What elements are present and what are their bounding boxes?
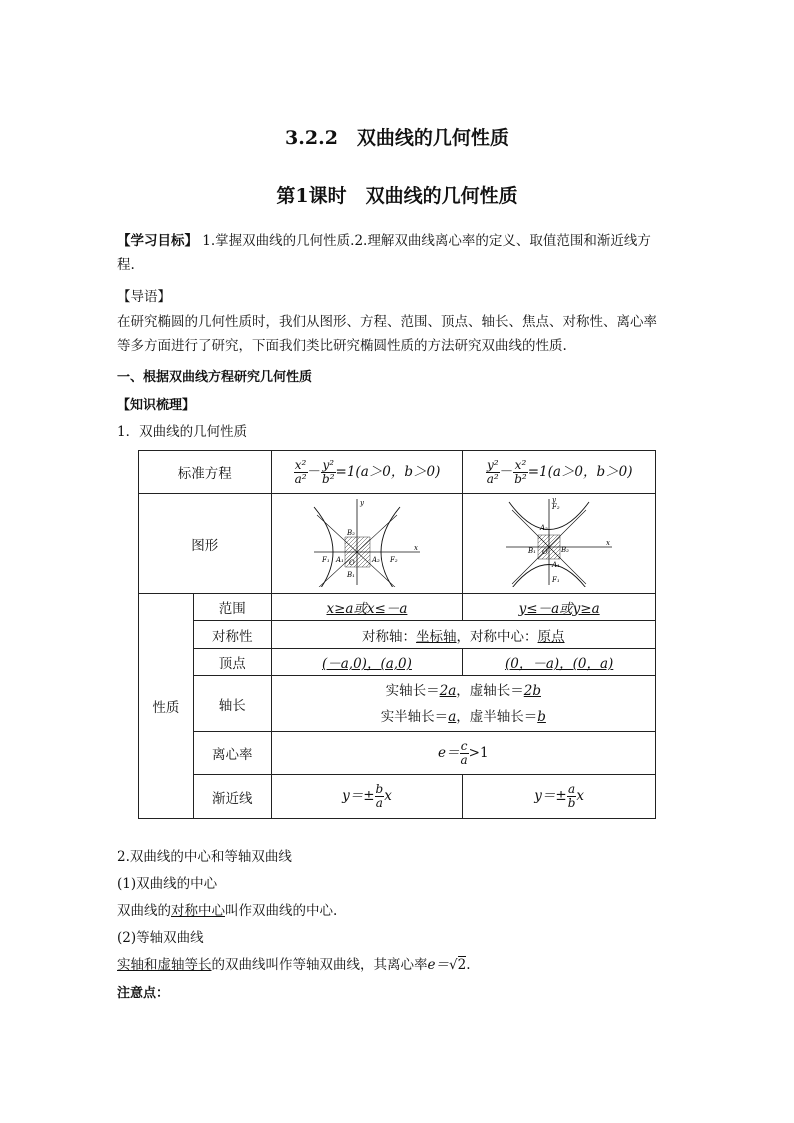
eccentricity-value: e＝ $\frac{c}{a}$ >1 bbox=[271, 732, 655, 775]
axis-length-label: 轴长 bbox=[193, 676, 271, 732]
svg-text:A₂: A₂ bbox=[540, 523, 549, 532]
intro-label: 【导语】 bbox=[117, 289, 171, 305]
intro-text: 在研究椭圆的几何性质时，我们从图形、方程、范围、顶点、轴长、焦点、对称性、离心率 等多方面进行了研究，下面我们类比研究椭圆性质的方法研究双曲线的性质. bbox=[117, 314, 657, 354]
svg-text:A₁: A₁ bbox=[552, 560, 561, 569]
vertex-label: 顶点 bbox=[193, 649, 271, 676]
svg-text:A₂: A₂ bbox=[371, 555, 380, 564]
vertex-right: (0，－a)，(0，a) bbox=[463, 649, 656, 676]
svg-text:O: O bbox=[348, 558, 355, 567]
item2-heading: 2.双曲线的中心和等轴双曲线 bbox=[117, 849, 292, 865]
svg-text:O: O bbox=[542, 547, 548, 556]
knowledge-label: 【知识梳理】 bbox=[117, 398, 196, 413]
range-label: 范围 bbox=[193, 594, 271, 621]
subheading-equilateral: (2)等轴双曲线 bbox=[117, 930, 204, 946]
note-label: 注意点： bbox=[117, 986, 170, 1001]
svg-text:A₁: A₁ bbox=[335, 555, 344, 564]
asymptote-label: 渐近线 bbox=[193, 775, 271, 819]
graph-horizontal bbox=[271, 494, 463, 594]
vertex-left: (－a,0)，(a,0) bbox=[271, 649, 463, 676]
range-left: x≥a或x≤－a bbox=[271, 594, 463, 621]
part1-heading: 一、根据双曲线方程研究几何性质 bbox=[117, 370, 313, 385]
svg-text:F₂: F₂ bbox=[389, 555, 398, 564]
graph-label: 图形 bbox=[139, 494, 272, 594]
svg-text:F₁: F₁ bbox=[321, 555, 330, 564]
hyperbola-vertical-figure bbox=[504, 497, 614, 587]
svg-text:F₁: F₁ bbox=[552, 575, 560, 584]
svg-text:F₂: F₂ bbox=[552, 502, 560, 511]
symmetry-value: 对称轴：坐标轴，对称中心：原点 bbox=[271, 621, 655, 649]
properties-label: 性质 bbox=[139, 594, 194, 819]
equilateral-definition: 实轴和虚轴等长的双曲线叫作等轴双曲线，其离心率e＝√2. bbox=[117, 957, 471, 973]
section-title: 3.2.2 双曲线的几何性质 bbox=[285, 127, 509, 149]
svg-text:x: x bbox=[413, 543, 418, 552]
svg-text:B₁: B₁ bbox=[528, 546, 537, 555]
graph-vertical bbox=[463, 494, 656, 594]
asymptote-right: y＝± $\frac{a}{b}$ x bbox=[463, 775, 656, 819]
svg-text:y: y bbox=[552, 496, 557, 504]
svg-text:y: y bbox=[359, 498, 364, 507]
subheading-center: (1)双曲线的中心 bbox=[117, 876, 218, 892]
asymptote-left: y＝± $\frac{b}{a}$ x bbox=[271, 775, 463, 819]
svg-text:B₁: B₁ bbox=[346, 570, 355, 579]
svg-text:B₂: B₂ bbox=[346, 528, 355, 537]
hyperbola-horizontal-figure bbox=[312, 497, 422, 587]
std-eq-label: 标准方程 bbox=[139, 451, 272, 494]
eccentricity-label: 离心率 bbox=[193, 732, 271, 775]
eq-x-first: $\frac{\text{x²}}{\text{a²}}$ － $\frac{\text{y²}}{\text{b²}}$ =1(a＞0，b＞0) bbox=[271, 451, 463, 494]
svg-text:B₂: B₂ bbox=[561, 545, 570, 554]
eq-y-first: $\frac{\text{y²}}{\text{a²}}$ － $\frac{\text{x²}}{\text{b²}}$ =1(a＞0，b＞0) bbox=[463, 451, 656, 494]
item1-heading: 1．双曲线的几何性质 bbox=[117, 424, 248, 440]
svg-text:x: x bbox=[606, 538, 611, 547]
axis-length-value: 实轴长＝2a，虚轴长＝2b 实半轴长＝a，虚半轴长＝b bbox=[271, 676, 655, 732]
center-definition: 双曲线的对称中心叫作双曲线的中心. bbox=[117, 903, 338, 919]
range-right: y≤－a或y≥a bbox=[463, 594, 656, 621]
properties-table bbox=[138, 450, 656, 819]
learning-goal: 【学习目标】 1.掌握双曲线的几何性质.2.理解双曲线离心率的定义、取值范围和渐近线方 程. bbox=[117, 233, 651, 273]
lesson-title: 第1课时 双曲线的几何性质 bbox=[276, 185, 518, 207]
symmetry-label: 对称性 bbox=[193, 621, 271, 649]
